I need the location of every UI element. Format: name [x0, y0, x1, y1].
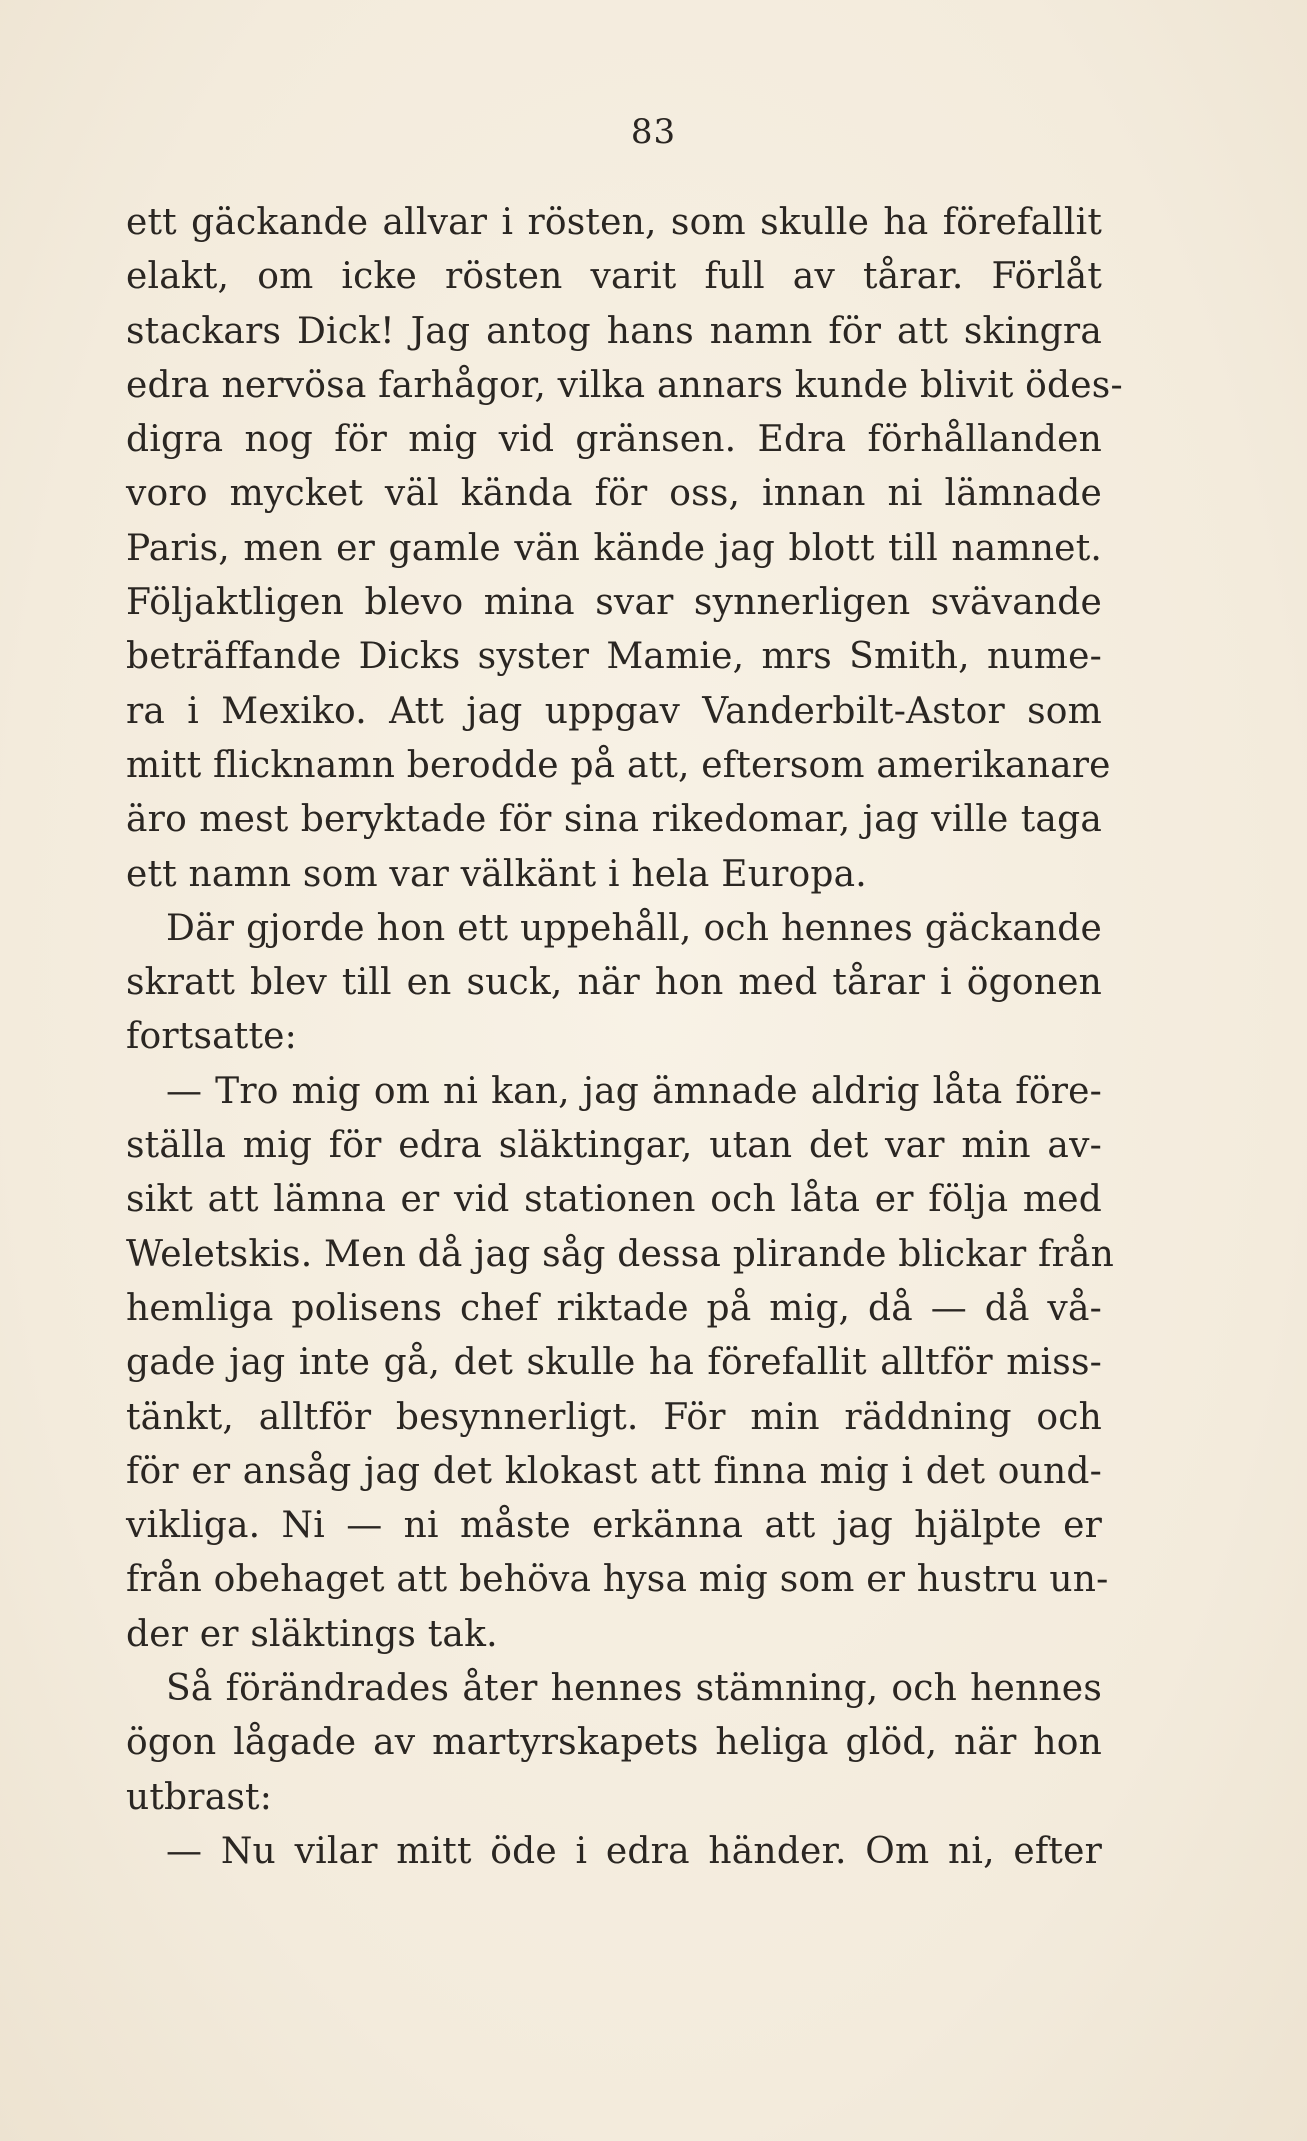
text-line: ett namn som var välkänt i hela Europa.	[126, 853, 867, 895]
text-line: Så förändrades åter hennes stämning, och hennes	[166, 1668, 1102, 1710]
text-line: fortsatte:	[126, 1016, 297, 1058]
page-number: 83	[630, 112, 677, 152]
text-line: ett gäckande allvar i rösten, som skulle ha förefallit	[126, 202, 1102, 243]
text-line: gade jag inte gå, det skulle ha förefallit alltför miss-	[126, 1342, 1102, 1384]
text-line: ra i Mexiko. Att jag uppgav Vanderbilt-Astor som	[126, 690, 1102, 732]
text-line: ställa mig för edra släktingar, utan det var min av-	[126, 1125, 1102, 1167]
text-line: för er ansåg jag det klokast att finna mig i det ound-	[126, 1450, 1102, 1492]
text-line: äro mest beryktade för sina rikedomar, jag ville taga	[126, 799, 1102, 841]
text-line: ögon lågade av martyrskapets heliga glöd, när hon	[126, 1722, 1102, 1764]
text-line: Paris, men er gamle vän kände jag blott till namnet.	[126, 527, 1102, 569]
text-line: Weletskis. Men då jag såg dessa plirande blickar från	[126, 1233, 1114, 1275]
text-line: hemliga polisens chef riktade på mig, då — då vå-	[126, 1287, 1102, 1329]
text-line: vikliga. Ni — ni måste erkänna att jag hjälpte er	[126, 1505, 1102, 1547]
text-line: Där gjorde hon ett uppehåll, och hennes gäckande	[166, 907, 1102, 949]
text-line: edra nervösa farhågor, vilka annars kunde blivit ödes-	[126, 364, 1123, 406]
text-line: sikt att lämna er vid stationen och låta er följa med	[126, 1179, 1102, 1221]
text-line: stackars Dick! Jag antog hans namn för att skingra	[126, 310, 1102, 352]
text-line: Följaktligen blevo mina svar synnerligen svävande	[126, 582, 1102, 624]
body-text	[126, 196, 1123, 1879]
text-line: beträffande Dicks syster Mamie, mrs Smith, nume-	[126, 636, 1102, 678]
text-line: tänkt, alltför besynnerligt. För min räddning och	[126, 1396, 1102, 1438]
text-line: voro mycket väl kända för oss, innan ni lämnade	[126, 473, 1102, 515]
text-line: utbrast:	[126, 1776, 273, 1818]
text-line: skratt blev till en suck, när hon med tårar i ögonen	[126, 962, 1102, 1004]
text-line: — Tro mig om ni kan, jag ämnade aldrig låta före-	[166, 1070, 1102, 1112]
text-line: elakt, om icke rösten varit full av tårar. Förlåt	[126, 256, 1102, 298]
text-line: der er släktings tak.	[126, 1613, 498, 1655]
text-line: från obehaget att behöva hysa mig som er hustru un-	[126, 1559, 1109, 1601]
text-line: — Nu vilar mitt öde i edra händer. Om ni, efter	[166, 1830, 1102, 1872]
text-line: mitt flicknamn berodde på att, eftersom amerikanare	[126, 744, 1111, 786]
text-line: digra nog för mig vid gränsen. Edra förhållanden	[126, 419, 1102, 461]
